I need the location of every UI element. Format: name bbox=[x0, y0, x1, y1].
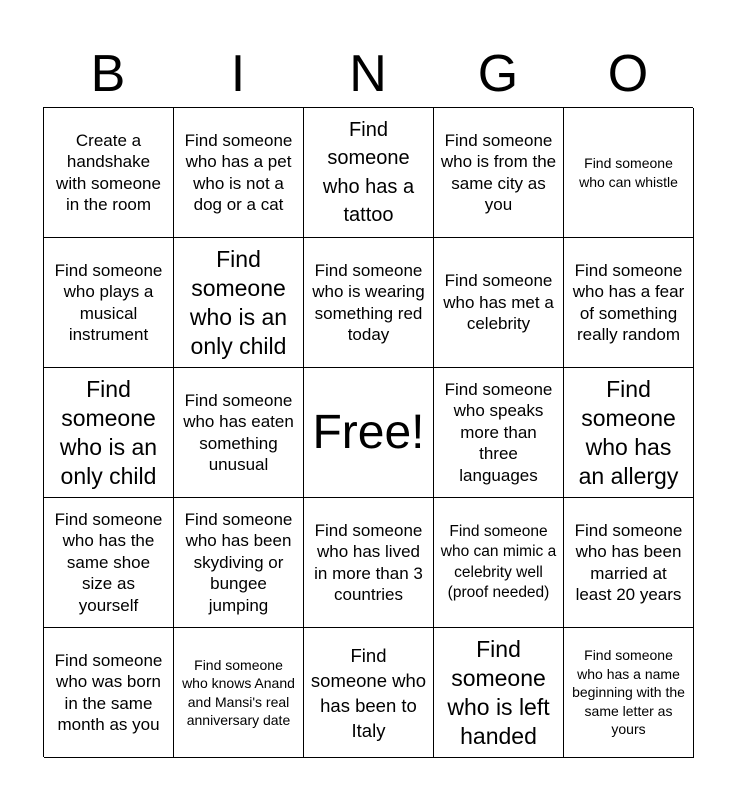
cell-text: Find someone who has been to Italy bbox=[310, 644, 427, 741]
header-letter-o: O bbox=[607, 45, 649, 103]
cell-text: Find someone who can mimic a celebrity well (proof needed) bbox=[440, 522, 557, 601]
cell-text: Find someone who has an allergy bbox=[578, 375, 679, 489]
bingo-cell-r2-c4[interactable] bbox=[434, 238, 564, 368]
free-space-text: Free! bbox=[312, 405, 425, 459]
bingo-cell-r3-c2[interactable] bbox=[174, 368, 304, 498]
cell-text: Find someone who has a name beginning with the same letter as yours bbox=[572, 647, 685, 738]
cell-text: Find someone who is an only child bbox=[189, 245, 288, 359]
cell-text: Find someone who has a pet who is not a dog or a cat bbox=[184, 130, 293, 214]
cell-text: Find someone who has a tattoo bbox=[322, 118, 415, 226]
bingo-cell-r4-c5[interactable] bbox=[564, 498, 694, 628]
bingo-cell-r5-c3[interactable] bbox=[304, 628, 434, 758]
bingo-cell-r2-c5[interactable] bbox=[564, 238, 694, 368]
cell-text: Find someone who has met a celebrity bbox=[443, 271, 554, 334]
bingo-cell-r1-c2[interactable] bbox=[174, 108, 304, 238]
bingo-cell-r5-c4[interactable] bbox=[434, 628, 564, 758]
bingo-cell-r4-c1[interactable] bbox=[44, 498, 174, 628]
bingo-cell-r1-c1[interactable] bbox=[44, 108, 174, 238]
bingo-cell-r2-c2[interactable] bbox=[174, 238, 304, 368]
cell-text: Find someone who is an only child bbox=[59, 375, 158, 489]
cell-text: Find someone who has eaten something unusual bbox=[183, 390, 294, 474]
bingo-cell-r5-c2[interactable] bbox=[174, 628, 304, 758]
cell-text: Find someone who can whistle bbox=[579, 155, 678, 190]
cell-text: Find someone who knows Anand and Mansi's real anniversary date bbox=[182, 656, 295, 728]
cell-text: Find someone who has been skydiving or bungee jumping bbox=[184, 509, 293, 615]
header-letter-b: B bbox=[90, 45, 126, 103]
cell-text: Find someone who was born in the same month as you bbox=[54, 650, 163, 734]
cell-text: Find someone who is wearing something red today bbox=[312, 260, 425, 344]
cell-text: Find someone who has the same shoe size as yourself bbox=[54, 509, 163, 615]
cell-text: Find someone who is left handed bbox=[447, 635, 550, 749]
bingo-cell-r4-c2[interactable] bbox=[174, 498, 304, 628]
bingo-card-grid bbox=[43, 107, 693, 757]
bingo-header bbox=[43, 40, 693, 108]
bingo-cell-r3-c1[interactable] bbox=[44, 368, 174, 498]
bingo-cell-r3-c5[interactable] bbox=[564, 368, 694, 498]
cell-text: Find someone who has lived in more than 3 countries bbox=[314, 520, 423, 604]
cell-text: Create a handshake with someone in the room bbox=[56, 130, 161, 214]
bingo-cell-r3-c4[interactable] bbox=[434, 368, 564, 498]
bingo-cell-free[interactable] bbox=[304, 368, 434, 498]
cell-text: Find someone who is from the same city as you bbox=[440, 130, 557, 214]
header-letter-i: I bbox=[230, 45, 246, 103]
header-letter-g: G bbox=[477, 45, 519, 103]
bingo-cell-r5-c5[interactable] bbox=[564, 628, 694, 758]
bingo-cell-r4-c4[interactable] bbox=[434, 498, 564, 628]
bingo-cell-r1-c4[interactable] bbox=[434, 108, 564, 238]
cell-text: Find someone who speaks more than three languages bbox=[444, 379, 553, 485]
bingo-cell-r2-c3[interactable] bbox=[304, 238, 434, 368]
bingo-cell-r2-c1[interactable] bbox=[44, 238, 174, 368]
bingo-cell-r5-c1[interactable] bbox=[44, 628, 174, 758]
bingo-cell-r1-c3[interactable] bbox=[304, 108, 434, 238]
cell-text: Find someone who has a fear of something really random bbox=[572, 260, 685, 344]
cell-text: Find someone who has been married at least 20 years bbox=[574, 520, 683, 604]
cell-text: Find someone who plays a musical instrument bbox=[54, 260, 163, 344]
bingo-cell-r4-c3[interactable] bbox=[304, 498, 434, 628]
header-letter-n: N bbox=[349, 45, 387, 103]
bingo-cell-r1-c5[interactable] bbox=[564, 108, 694, 238]
